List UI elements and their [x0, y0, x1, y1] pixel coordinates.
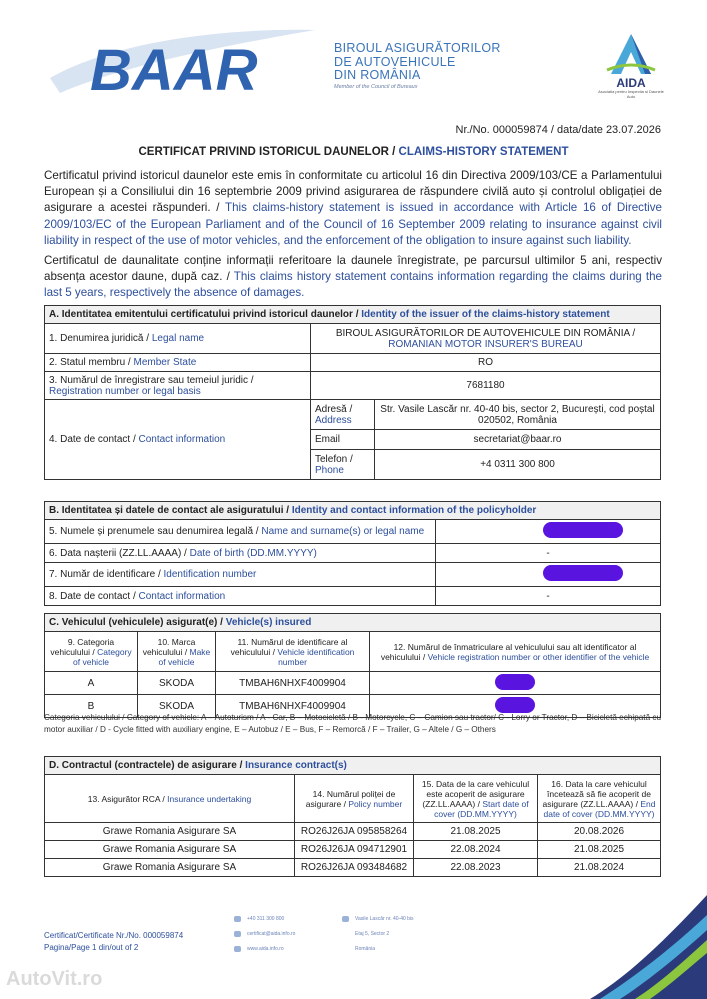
col-start-header: 15. Data de la care vehiculul este acoperit de asigurare (ZZ.LL.AAAA) / Start date of cover (DD.MM.YYYY)	[414, 775, 538, 823]
end-date: 21.08.2024	[538, 859, 661, 877]
registration-value: 7681180	[311, 372, 661, 400]
contact-label: 4. Date de contact / Contact information	[45, 400, 311, 480]
redaction-mark	[543, 565, 623, 581]
registration-label: 3. Numărul de înregistrare sau temeiul juridic / Registration number or legal basis	[45, 372, 311, 400]
vehicle-make: SKODA	[138, 695, 216, 718]
section-d-table	[44, 756, 661, 877]
email-label: Email	[311, 430, 375, 450]
policy-number: RO26J26JA 094712901	[295, 841, 414, 859]
footer-certificate-info	[44, 930, 183, 954]
intro-paragraph-1	[44, 168, 662, 249]
footer-address-1: Vasile Lascăr nr. 40-40 bis	[355, 916, 414, 922]
policyholder-name-label: 5. Numele și prenumele sau denumirea legală / Name and surname(s) or legal name	[45, 520, 436, 544]
phone-label: Telefon / Phone	[311, 450, 375, 480]
title-en: CLAIMS-HISTORY STATEMENT	[398, 146, 569, 158]
org-line-2: DE AUTOVEHICULE	[334, 54, 456, 69]
certificate-number: Nr./No. 000059874 / data/date 23.07.2026	[455, 124, 661, 136]
footer-page-number: Pagina/Page 1 din/out of 2	[44, 943, 139, 952]
aida-logo-subtitle: Asociatia pentru Inspectia si Daunele Auto	[598, 89, 664, 99]
email-value[interactable]: secretariat@baar.ro	[375, 430, 661, 450]
member-state-value: RO	[311, 354, 661, 372]
watermark: AutoVit.ro	[6, 968, 103, 990]
location-icon	[342, 916, 349, 922]
footer-address-3: România	[355, 946, 376, 952]
footer-decoration	[590, 895, 707, 999]
phone-value: +4 0311 300 800	[375, 450, 661, 480]
email-icon	[234, 931, 241, 937]
insurer: Grawe Romania Asigurare SA	[45, 841, 295, 859]
footer-address	[342, 912, 414, 957]
web-icon	[234, 946, 241, 952]
vehicle-category: B	[45, 695, 138, 718]
redaction-mark	[543, 522, 623, 538]
col-category-header: 9. Categoria vehiculului / Category of vehicle	[45, 632, 138, 672]
policyholder-contact-value: -	[436, 587, 661, 606]
insurer: Grawe Romania Asigurare SA	[45, 859, 295, 877]
vehicle-make: SKODA	[138, 672, 216, 695]
identification-value	[436, 563, 661, 587]
col-vin-header: 11. Numărul de identificare al vehiculului / Vehicle identification number	[216, 632, 370, 672]
intro-2-en: This claims history statement contains information regarding the claims during the last 5 years, respectively the absence of damages.	[44, 270, 662, 300]
vehicle-category: A	[45, 672, 138, 695]
redaction-mark	[495, 674, 535, 690]
insurer: Grawe Romania Asigurare SA	[45, 823, 295, 841]
policy-number: RO26J26JA 093484682	[295, 859, 414, 877]
intro-1-ro: Certificatul privind istoricul daunelor este emis în conformitate cu articolul 16 din Directiva 2009/103/CE a Parlamentului European și a Consiliului din 16 septembrie 2009 privind asigurarea de răspundere civilă auto și controlul obligației de asigurare a acestei răspunderi. /	[44, 169, 662, 215]
address-label: Adresă / Address	[311, 400, 375, 430]
col-make-header: 10. Marca vehiculului / Make of vehicle	[138, 632, 216, 672]
member-state-label: 2. Statul membru / Member State	[45, 354, 311, 372]
phone-icon	[234, 916, 241, 922]
section-b-header: B. Identitatea și datele de contact ale asiguratului / Identity and contact information of the policyholder	[45, 502, 661, 520]
policyholder-name-value	[436, 520, 661, 544]
end-date: 20.08.2026	[538, 823, 661, 841]
footer-email[interactable]: certificat@aida.info.ro	[247, 931, 296, 937]
start-date: 22.08.2023	[414, 859, 538, 877]
section-a-table	[44, 305, 661, 480]
policyholder-contact-label: 8. Date de contact / Contact information	[45, 587, 436, 606]
vehicle-category-note: Categoria vehiculului / Category of vehicle: A – Autoturism / A - Car, B – Motocicletă / B - Motorcycle, C – Camion sau tractor/ C - Lorry or Tractor, D – Bicicletă echipată cu motor auxiliar / D - Cycle fitted with auxiliary engine, E – Autobuz / E – Bus, F – Remorcă / F – Trailer, G – Altele / G – Others	[44, 713, 662, 734]
footer-web[interactable]: www.aida.info.ro	[247, 946, 284, 952]
section-b-table	[44, 501, 661, 606]
footer-cert-number: Certificat/Certificate Nr./No. 000059874	[44, 931, 184, 940]
table-row	[45, 841, 661, 859]
birth-date-label: 6. Data nașterii (ZZ.LL.AAAA) / Date of birth (DD.MM.YYYY)	[45, 544, 436, 563]
baar-logo	[40, 18, 320, 108]
table-row	[45, 859, 661, 877]
org-line-1: BIROUL ASIGURĂTORILOR	[334, 41, 501, 55]
address-value: Str. Vasile Lascăr nr. 40-40 bis, sector 2, București, cod poștal 020502, România	[375, 400, 661, 430]
section-c-table	[44, 613, 661, 718]
col-policy-header: 14. Numărul poliței de asigurare / Policy number	[295, 775, 414, 823]
table-row	[45, 823, 661, 841]
section-c-header: C. Vehiculul (vehiculele) asigurat(e) / Vehicle(s) insured	[45, 614, 661, 632]
title-ro: CERTIFICAT PRIVIND ISTORICUL DAUNELOR /	[138, 146, 399, 158]
col-registration-header: 12. Numărul de înmatriculare al vehiculului sau alt identificator al vehiculului / Vehicle registration number or other identifier of the vehicle	[370, 632, 661, 672]
intro-paragraph-2	[44, 253, 662, 302]
legal-name-value: BIROUL ASIGURĂTORILOR DE AUTOVEHICULE DIN ROMÂNIA / ROMANIAN MOTOR INSURER'S BUREAU	[311, 324, 661, 354]
birth-date-value: -	[436, 544, 661, 563]
policy-number: RO26J26JA 095858264	[295, 823, 414, 841]
intro-2-ro: Certificatul de daunalitate conține informații referitoare la daunele înregistrate, pe parcursul ultimilor 5 ani, respectiv absența acestor daune, după caz. /	[44, 254, 662, 284]
col-end-header: 16. Data la care vehiculul încetează să fie acoperit de asigurare (ZZ.LL.AAAA) / End date of cover (DD.MM.YYYY)	[538, 775, 661, 823]
document-title	[0, 146, 707, 158]
org-name	[334, 42, 534, 91]
org-member: Member of the Council of Bureaux	[334, 83, 418, 90]
intro-1-en: This claims-history statement is issued in accordance with Article 16 of Directive 2009/103/EC of the European Parliament and of the Council of 16 September 2009 relating to insurance against civil liability in respect of the use of motor vehicles, and the enforcement of the obligation to insure against such liability.	[44, 201, 662, 247]
footer-address-2: Etaj 5, Sector 2	[355, 931, 390, 937]
legal-name-label: 1. Denumirea juridică / Legal name	[45, 324, 311, 354]
vehicle-registration	[370, 672, 661, 695]
org-line-3: DIN ROMÂNIA	[334, 68, 421, 82]
svg-text:BAAR: BAAR	[90, 38, 258, 103]
table-row	[45, 672, 661, 695]
identification-label: 7. Număr de identificare / Identification number	[45, 563, 436, 587]
aida-logo-text: AIDA	[616, 76, 646, 90]
section-a-header: A. Identitatea emitentului certificatului privind istoricul daunelor / Identity of the issuer of the claims-history statement	[45, 306, 661, 324]
start-date: 21.08.2025	[414, 823, 538, 841]
start-date: 22.08.2024	[414, 841, 538, 859]
footer-contact	[234, 912, 295, 957]
col-insurer-header: 13. Asigurător RCA / Insurance undertaking	[45, 775, 295, 823]
redaction-mark	[495, 697, 535, 713]
vehicle-vin: TMBAH6NHXF4009904	[216, 695, 370, 718]
footer-phone: +40 311 300 800	[247, 916, 285, 922]
section-d-header: D. Contractul (contractele) de asigurare / Insurance contract(s)	[45, 757, 661, 775]
vehicle-vin: TMBAH6NHXF4009904	[216, 672, 370, 695]
end-date: 21.08.2025	[538, 841, 661, 859]
